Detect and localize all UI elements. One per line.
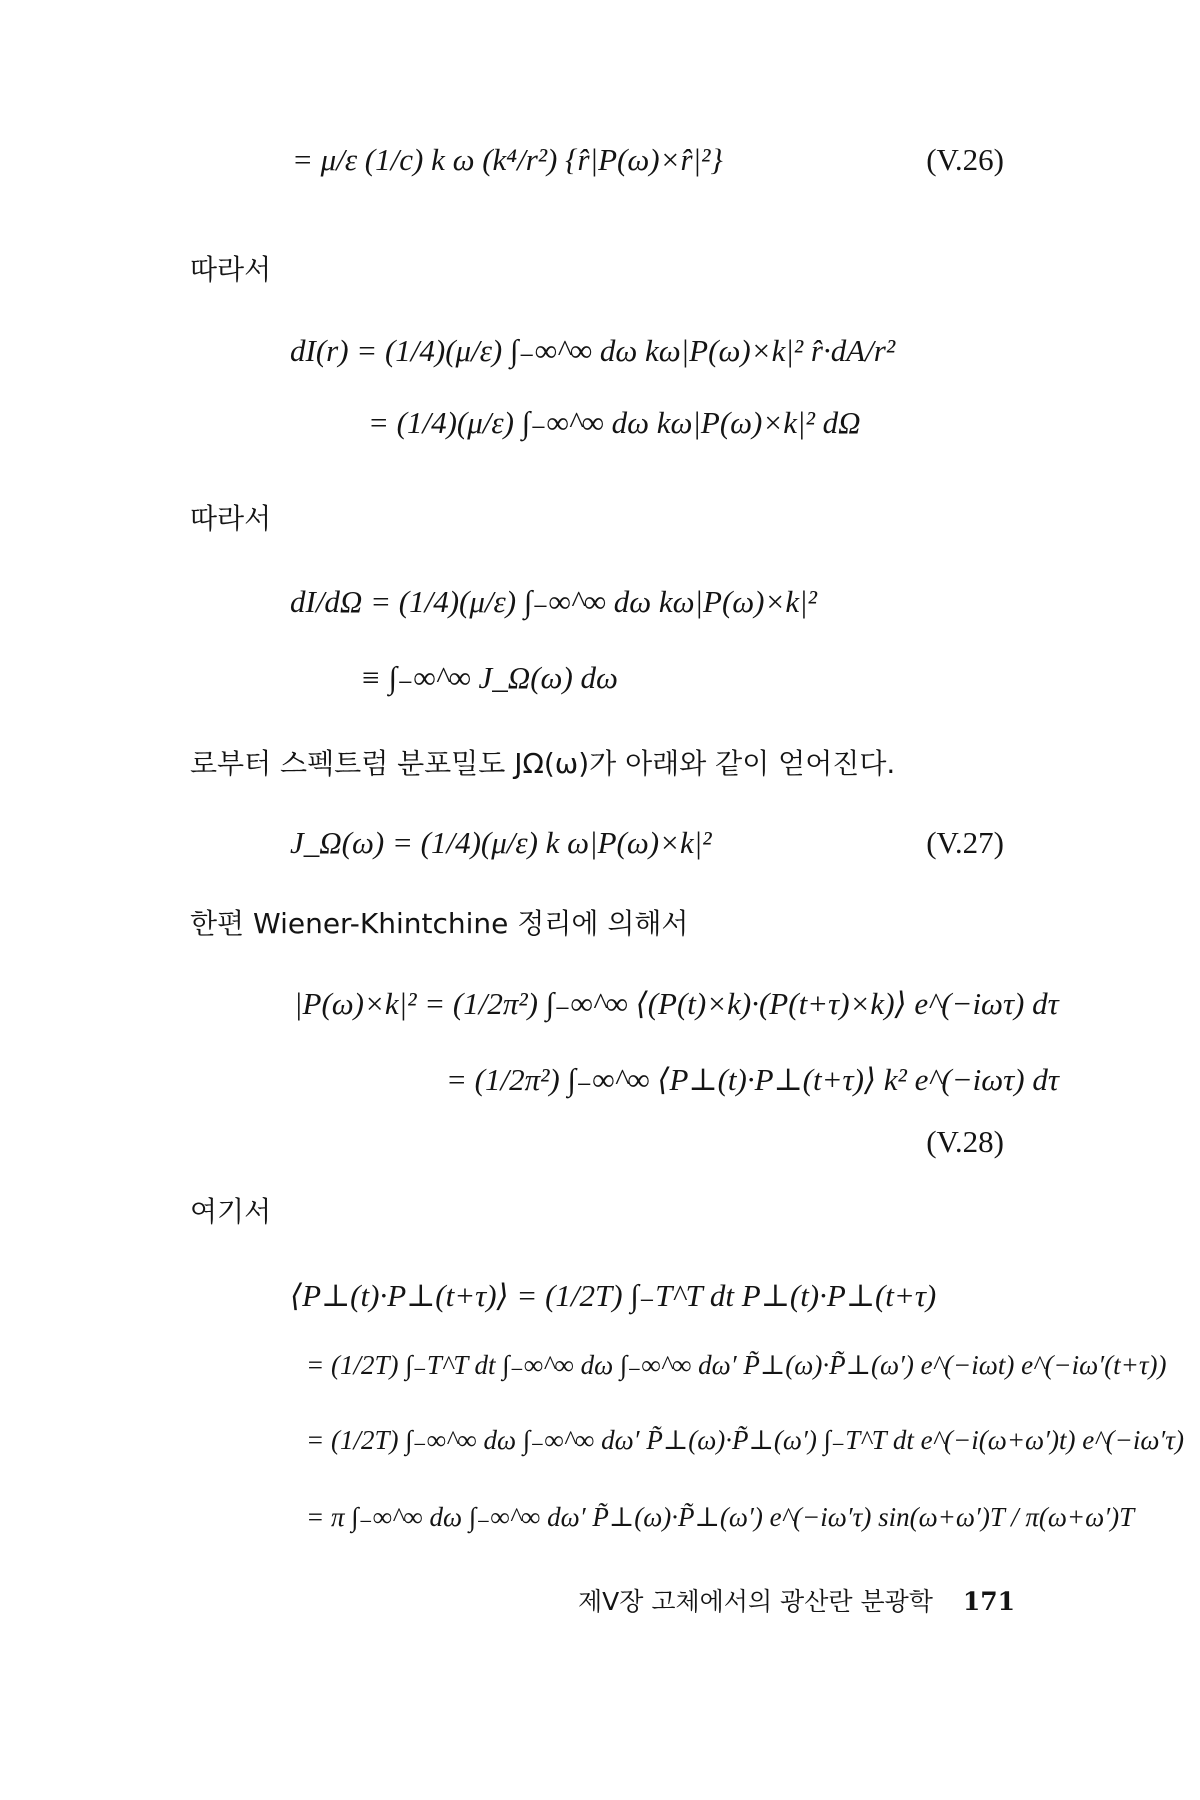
equation-correlation-line-1: ⟨P⊥(t)·P⊥(t+τ)⟩ = (1/2T) ∫₋T^T dt P⊥(t)·P⊥(t+τ) (290, 1278, 937, 1313)
chapter-title: 제Ⅴ장 고체에서의 광산란 분광학 (578, 1587, 933, 1616)
equation-dIdOmega-line-2: ≡ ∫₋∞^∞ J_Ω(ω) dω (360, 660, 618, 695)
paragraph-spectrum-sentence: 로부터 스펙트럼 분포밀도 JΩ(ω)가 아래와 같이 얻어진다. (190, 747, 896, 780)
equation-v28-line-2: = (1/2π²) ∫₋∞^∞ ⟨P⊥(t)·P⊥(t+τ)⟩ k² e^(−iωτ) dτ (446, 1062, 1059, 1097)
equation-v28-line-1: |P(ω)×k|² = (1/2π²) ∫₋∞^∞ ⟨(P(t)×k)·(P(t+τ)×k)⟩ e^(−iωτ) dτ (294, 986, 1059, 1021)
equation-number-v27: (V.27) (926, 825, 1004, 860)
equation-v26-line: = μ/ε (1/c) k ω (k⁴/r²) {r̂|P(ω)×r̂|²} (292, 142, 723, 177)
equation-dI-line-2: = (1/4)(μ/ε) ∫₋∞^∞ dω kω|P(ω)×k|² dΩ (368, 405, 861, 440)
page-number: 171 (962, 1587, 1016, 1616)
equation-correlation-line-3: = (1/2T) ∫₋∞^∞ dω ∫₋∞^∞ dω′ P̃⊥(ω)·P̃⊥(ω′) ∫₋T^T dt e^(−i(ω+ω′)t) e^(−iω′τ) (306, 1425, 1184, 1455)
equation-v27-line: J_Ω(ω) = (1/4)(μ/ε) k ω|P(ω)×k|² (290, 825, 712, 860)
equation-correlation-line-4: = π ∫₋∞^∞ dω ∫₋∞^∞ dω′ P̃⊥(ω)·P̃⊥(ω′) e^(−iω′τ) sin(ω+ω′)T / π(ω+ω′)T (306, 1502, 1135, 1532)
paragraph-ttarase-2: 따라서 (190, 502, 272, 535)
equation-dI-line-1: dI(r) = (1/4)(μ/ε) ∫₋∞^∞ dω kω|P(ω)×k|² r̂·dA/r² (290, 333, 896, 368)
equation-dIdOmega-line-1: dI/dΩ = (1/4)(μ/ε) ∫₋∞^∞ dω kω|P(ω)×k|² (290, 584, 817, 619)
equation-correlation-line-2: = (1/2T) ∫₋T^T dt ∫₋∞^∞ dω ∫₋∞^∞ dω′ P̃⊥(ω)·P̃⊥(ω′) e^(−iωt) e^(−iω′(t+τ)) (306, 1350, 1167, 1380)
page-footer (578, 1582, 1015, 1618)
equation-number-v26: (V.26) (926, 142, 1004, 177)
paragraph-wiener-khintchine: 한편 Wiener-Khintchine 정리에 의해서 (190, 907, 689, 940)
equation-number-v28: (V.28) (926, 1124, 1004, 1159)
paragraph-ttarase-1: 따라서 (190, 253, 272, 286)
paragraph-yeogiseo: 여기서 (190, 1195, 272, 1228)
